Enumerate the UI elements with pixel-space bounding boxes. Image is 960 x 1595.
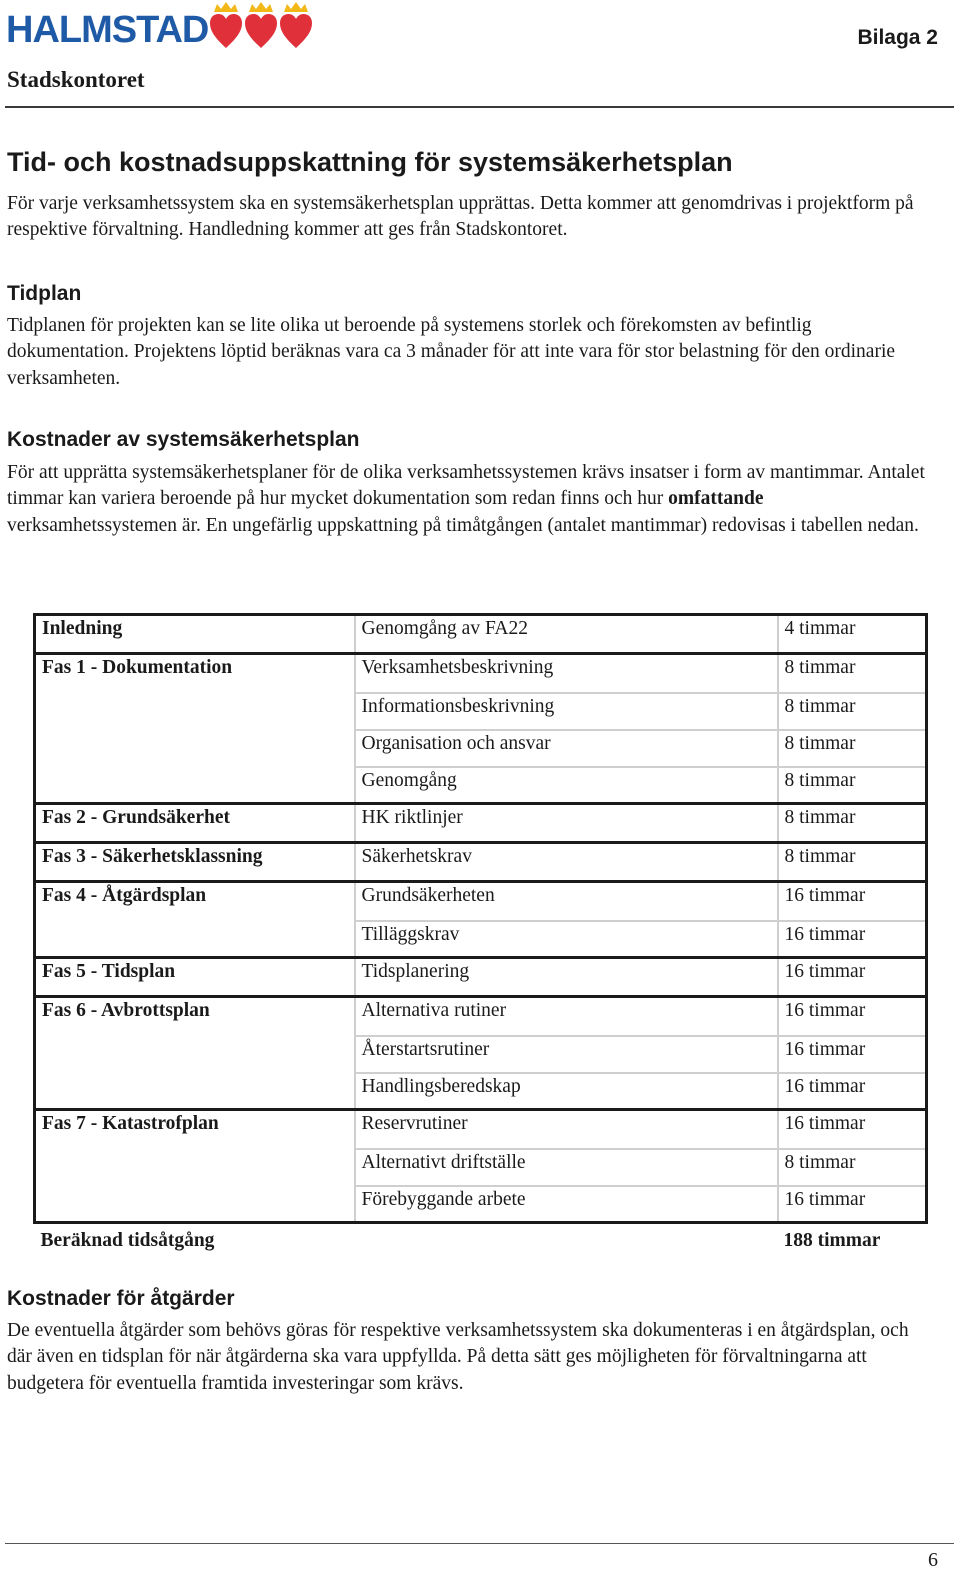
hours-cell: 8 timmar [778,730,927,767]
header-divider [5,106,954,108]
schedule-paragraph: Tidplanen för projekten kan se lite olika ut beroende på systemens storlek och förekomsten av befintlig dokumentation. Projektens löptid beräknas vara ca 3 månader för att inte vara för stor belastning för den ordinarie verksamheten. [7,315,896,389]
activity-cell: Grundsäkerheten [355,882,778,921]
table-row [35,1110,927,1149]
activity-cell: Verksamhetsbeskrivning [355,654,778,693]
measures-heading: Kostnader för åtgärder [7,1287,235,1310]
activity-cell: Reservrutiner [355,1110,778,1149]
total-label: Beräknad tidsåtgång [40,1230,215,1251]
phase-cell: Fas 1 - Dokumentation [35,654,355,804]
activity-cell: HK riktlinjer [355,804,778,843]
total-value: 188 timmar [783,1230,881,1251]
table-row [35,843,927,882]
phase-cell: Fas 5 - Tidsplan [35,958,355,997]
time-estimate-table [33,613,928,1261]
phase-cell: Fas 7 - Katastrofplan [35,1110,355,1223]
crowned-hearts-icon [209,0,317,52]
activity-cell: Förebyggande arbete [355,1186,778,1223]
costs-paragraph [7,460,937,539]
hours-cell: 16 timmar [778,1036,927,1073]
phase-cell: Fas 3 - Säkerhetsklassning [35,843,355,882]
schedule-heading: Tidplan [7,282,82,305]
intro-paragraph: För varje verksamhetssystem ska en systemsäkerhetsplan upprättas. Detta kommer att genomdrivas i projektform på respektive förvaltning. Handledning kommer att ges från Stadskontoret. [7,193,914,241]
hours-cell: 16 timmar [778,1110,927,1149]
hours-cell: 8 timmar [778,843,927,882]
activity-cell: Alternativt driftställe [355,1149,778,1186]
table-row [35,997,927,1036]
table-row [35,615,927,654]
activity-cell: Organisation och ansvar [355,730,778,767]
activity-cell: Säkerhetskrav [355,843,778,882]
phase-cell: Fas 4 - Åtgärdsplan [35,882,355,958]
footer-divider [5,1543,954,1544]
total-row [35,1223,927,1261]
page-title: Tid- och kostnadsuppskattning för systemsäkerhetsplan [7,147,733,177]
table-row [35,804,927,843]
activity-cell: Återstartsrutiner [355,1036,778,1073]
activity-cell: Alternativa rutiner [355,997,778,1036]
phase-cell: Inledning [35,615,355,654]
costs-text-start: För att upprätta systemsäkerhetsplaner för de olika verksamhetssystemen krävs insatser i form av mantimmar. Antalet timmar kan variera beroende på hur mycket dokumentation som redan finns och hur [7,462,925,510]
activity-cell: Informationsbeskrivning [355,693,778,730]
total-empty-cell [355,1223,778,1261]
hours-cell: 8 timmar [778,654,927,693]
phase-cell: Fas 2 - Grundsäkerhet [35,804,355,843]
hours-cell: 8 timmar [778,767,927,804]
hours-cell: 16 timmar [778,1073,927,1110]
table-row [35,882,927,921]
hours-cell: 16 timmar [778,921,927,958]
phase-cell: Fas 6 - Avbrottsplan [35,997,355,1110]
measures-paragraph: De eventuella åtgärder som behövs göras för respektive verksamhetssystem ska dokumenteras i en åtgärdsplan, och där även en tidsplan för när åtgärderna ska vara uppfyllda. På detta sätt ges möjligheten för förvaltningarna att budgetera för eventuella framtida investeringar som krävs. [7,1320,909,1394]
hours-cell: 16 timmar [778,1186,927,1223]
costs-text-end: verksamhetssystemen är. En ungefärlig uppskattning på timåtgången (antalet mantimmar) redovisas i tabellen nedan. [7,514,919,536]
costs-text-emphasis: omfattande [668,488,764,510]
appendix-label: Bilaga 2 [857,26,938,49]
halmstad-logo [6,0,326,56]
table-row [35,654,927,693]
hours-cell: 16 timmar [778,997,927,1036]
time-estimate-body [35,615,927,1261]
hours-cell: 8 timmar [778,804,927,843]
logo-wordmark: HALMSTAD [6,9,209,51]
department-name: Stadskontoret [7,67,145,92]
hours-cell: 8 timmar [778,1149,927,1186]
activity-cell: Tilläggskrav [355,921,778,958]
hours-cell: 16 timmar [778,882,927,921]
hours-cell: 4 timmar [778,615,927,654]
hours-cell: 8 timmar [778,693,927,730]
table-row [35,958,927,997]
page-number: 6 [928,1549,938,1571]
activity-cell: Genomgång av FA22 [355,615,778,654]
costs-heading: Kostnader av systemsäkerhetsplan [7,428,360,451]
activity-cell: Tidsplanering [355,958,778,997]
activity-cell: Genomgång [355,767,778,804]
hours-cell: 16 timmar [778,958,927,997]
activity-cell: Handlingsberedskap [355,1073,778,1110]
